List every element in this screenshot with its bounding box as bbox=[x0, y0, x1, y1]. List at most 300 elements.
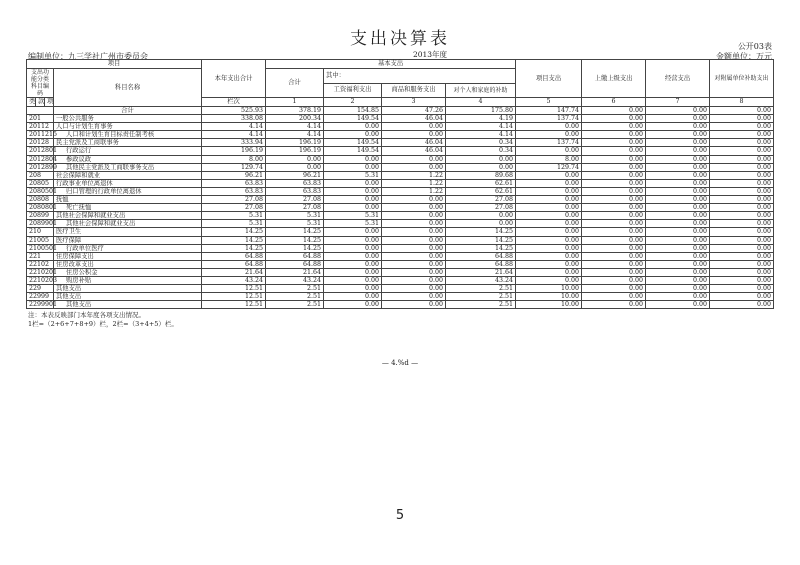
row-value: 0.00 bbox=[446, 155, 516, 163]
row-value: 0.00 bbox=[710, 252, 774, 260]
row-value: 43.24 bbox=[446, 276, 516, 284]
row-value: 0.00 bbox=[582, 204, 646, 212]
row-value: 0.00 bbox=[582, 187, 646, 195]
row-value: 0.00 bbox=[646, 293, 710, 301]
row-value: 0.00 bbox=[646, 236, 710, 244]
table-row bbox=[27, 276, 774, 284]
row-value: 0.00 bbox=[710, 123, 774, 131]
row-value: 0.00 bbox=[646, 252, 710, 260]
row-code: 20112 bbox=[27, 123, 54, 131]
row-value: 0.00 bbox=[646, 212, 710, 220]
row-value: 0.00 bbox=[710, 196, 774, 204]
col-num: 8 bbox=[710, 98, 774, 107]
row-value: 0.00 bbox=[382, 220, 446, 228]
row-value: 0.00 bbox=[646, 196, 710, 204]
row-value: 0.00 bbox=[710, 139, 774, 147]
row-value: 0.00 bbox=[516, 179, 582, 187]
row-value: 0.00 bbox=[582, 171, 646, 179]
col-num: 6 bbox=[582, 98, 646, 107]
row-subject-name: 其他支出 bbox=[54, 293, 202, 301]
row-value: 0.00 bbox=[582, 179, 646, 187]
row-value: 0.00 bbox=[382, 301, 446, 309]
row-value: 27.08 bbox=[202, 196, 266, 204]
row-value: 4.14 bbox=[266, 131, 324, 139]
row-value: 200.34 bbox=[266, 115, 324, 123]
header-upper: 上缴上级支出 bbox=[582, 60, 646, 98]
row-value: 0.00 bbox=[710, 276, 774, 284]
row-value: 0.00 bbox=[710, 187, 774, 195]
total-value: 47.26 bbox=[382, 107, 446, 115]
row-value: 0.00 bbox=[582, 123, 646, 131]
row-code: 22999 bbox=[27, 293, 54, 301]
row-subject-name: 其他支出 bbox=[54, 301, 202, 309]
row-value: 5.31 bbox=[266, 220, 324, 228]
header-among: 其中： bbox=[324, 69, 516, 84]
row-value: 2.51 bbox=[446, 293, 516, 301]
row-value: 0.00 bbox=[382, 260, 446, 268]
total-value: 147.74 bbox=[516, 107, 582, 115]
col-num: 4 bbox=[446, 98, 516, 107]
row-value: 0.00 bbox=[646, 187, 710, 195]
fiscal-year: 2013年度 bbox=[412, 50, 448, 59]
row-value: 0.00 bbox=[710, 285, 774, 293]
row-value: 43.24 bbox=[202, 276, 266, 284]
row-value: 0.00 bbox=[382, 268, 446, 276]
row-value: 2.51 bbox=[446, 285, 516, 293]
row-value: 2.51 bbox=[266, 293, 324, 301]
page-number: 5 bbox=[395, 508, 405, 523]
row-subject-name: 医疗卫生 bbox=[54, 228, 202, 236]
header-subtotal: 合计 bbox=[266, 69, 324, 98]
header-subsidy: 对个人和家庭的补助 bbox=[446, 83, 516, 98]
row-value: 0.00 bbox=[710, 163, 774, 171]
row-value: 338.08 bbox=[202, 115, 266, 123]
row-value: 0.00 bbox=[582, 260, 646, 268]
row-value: 0.00 bbox=[710, 260, 774, 268]
table-row bbox=[27, 139, 774, 147]
row-value: 0.00 bbox=[710, 131, 774, 139]
row-value: 0.00 bbox=[324, 260, 382, 268]
row-value: 12.51 bbox=[202, 293, 266, 301]
row-value: 63.83 bbox=[266, 179, 324, 187]
row-value: 0.00 bbox=[446, 212, 516, 220]
row-value: 0.00 bbox=[646, 228, 710, 236]
row-value: 4.14 bbox=[266, 123, 324, 131]
row-value: 0.00 bbox=[710, 147, 774, 155]
row-value: 63.83 bbox=[266, 187, 324, 195]
row-value: 0.00 bbox=[582, 115, 646, 123]
table-row bbox=[27, 244, 774, 252]
total-value: 154.85 bbox=[324, 107, 382, 115]
row-value: 0.00 bbox=[582, 155, 646, 163]
row-code: 2100501 bbox=[27, 244, 54, 252]
row-value: 0.00 bbox=[710, 244, 774, 252]
row-value: 5.31 bbox=[324, 212, 382, 220]
table-row bbox=[27, 293, 774, 301]
header-basic: 基本支出 bbox=[266, 60, 516, 69]
row-value: 0.00 bbox=[324, 196, 382, 204]
row-value: 0.00 bbox=[646, 123, 710, 131]
row-value: 46.04 bbox=[382, 147, 446, 155]
table-title: 支出决算表 bbox=[350, 29, 450, 49]
row-value: 10.00 bbox=[516, 293, 582, 301]
row-value: 0.00 bbox=[710, 212, 774, 220]
table-row bbox=[27, 260, 774, 268]
row-value: 0.00 bbox=[382, 293, 446, 301]
row-subject-name: 人口和计划生育目标责任制考核 bbox=[54, 131, 202, 139]
row-value: 1.22 bbox=[382, 187, 446, 195]
header-total-this-year: 本年支出合计 bbox=[202, 60, 266, 98]
header-col-label: 栏次 bbox=[202, 98, 266, 107]
row-value: 0.00 bbox=[516, 228, 582, 236]
row-value: 0.00 bbox=[324, 276, 382, 284]
table-formula-note: 1栏=（2+6+7+8+9）栏，2栏=（3+4+5）栏。 bbox=[28, 320, 178, 328]
row-subject-name: 社会保障和就业 bbox=[54, 171, 202, 179]
row-value: 0.00 bbox=[266, 163, 324, 171]
row-value: 4.14 bbox=[202, 123, 266, 131]
table-row bbox=[27, 187, 774, 195]
row-value: 0.00 bbox=[646, 139, 710, 147]
row-value: 62.61 bbox=[446, 187, 516, 195]
row-code: 2210201 bbox=[27, 268, 54, 276]
table-row bbox=[27, 131, 774, 139]
row-value: 0.00 bbox=[324, 244, 382, 252]
row-value: 96.21 bbox=[202, 171, 266, 179]
row-value: 137.74 bbox=[516, 139, 582, 147]
row-value: 14.25 bbox=[266, 244, 324, 252]
row-value: 8.00 bbox=[202, 155, 266, 163]
row-value: 0.00 bbox=[324, 236, 382, 244]
row-value: 43.24 bbox=[266, 276, 324, 284]
row-value: 0.00 bbox=[710, 171, 774, 179]
header-affiliate: 对附属单位补助支出 bbox=[710, 60, 774, 98]
row-value: 12.51 bbox=[202, 285, 266, 293]
row-value: 0.00 bbox=[646, 115, 710, 123]
row-value: 0.00 bbox=[582, 131, 646, 139]
total-value: 0.00 bbox=[710, 107, 774, 115]
table-row bbox=[27, 123, 774, 131]
row-value: 62.61 bbox=[446, 179, 516, 187]
row-value: 0.00 bbox=[382, 244, 446, 252]
row-value: 0.00 bbox=[382, 276, 446, 284]
row-value: 0.00 bbox=[582, 285, 646, 293]
row-subject-name: 其他民主党派及工商联事务支出 bbox=[54, 163, 202, 171]
row-value: 21.64 bbox=[266, 268, 324, 276]
row-value: 0.00 bbox=[516, 171, 582, 179]
row-value: 1.22 bbox=[382, 179, 446, 187]
row-value: 0.00 bbox=[382, 131, 446, 139]
row-subject-name: 住房保障支出 bbox=[54, 252, 202, 260]
header-lei: 类 bbox=[27, 98, 36, 107]
row-code: 20128 bbox=[27, 139, 54, 147]
table-row bbox=[27, 268, 774, 276]
row-value: 0.00 bbox=[582, 268, 646, 276]
row-value: 21.64 bbox=[446, 268, 516, 276]
row-value: 0.00 bbox=[710, 293, 774, 301]
row-value: 0.00 bbox=[382, 123, 446, 131]
header-business: 经营支出 bbox=[646, 60, 710, 98]
row-value: 0.34 bbox=[446, 147, 516, 155]
row-value: 27.08 bbox=[266, 204, 324, 212]
total-value: 378.19 bbox=[266, 107, 324, 115]
row-code: 2012804 bbox=[27, 155, 54, 163]
row-value: 0.00 bbox=[324, 293, 382, 301]
row-value: 0.00 bbox=[516, 260, 582, 268]
row-value: 0.00 bbox=[582, 228, 646, 236]
table-row bbox=[27, 171, 774, 179]
compiling-unit: 编制单位：九三学社广州市委员会 bbox=[28, 52, 148, 61]
row-value: 14.25 bbox=[266, 228, 324, 236]
row-value: 0.00 bbox=[324, 131, 382, 139]
row-value: 0.00 bbox=[516, 123, 582, 131]
row-value: 0.00 bbox=[516, 196, 582, 204]
row-value: 0.00 bbox=[382, 163, 446, 171]
form-number: 公开03表 bbox=[737, 42, 772, 51]
row-code: 221 bbox=[27, 252, 54, 260]
row-value: 27.08 bbox=[266, 196, 324, 204]
row-code: 2080801 bbox=[27, 204, 54, 212]
col-num: 2 bbox=[324, 98, 382, 107]
row-value: 89.68 bbox=[446, 171, 516, 179]
row-value: 8.00 bbox=[516, 155, 582, 163]
row-value: 0.00 bbox=[646, 244, 710, 252]
row-code: 2012801 bbox=[27, 147, 54, 155]
row-value: 0.00 bbox=[646, 179, 710, 187]
row-value: 0.00 bbox=[324, 228, 382, 236]
row-value: 0.00 bbox=[266, 155, 324, 163]
row-value: 0.00 bbox=[646, 301, 710, 309]
row-value: 129.74 bbox=[202, 163, 266, 171]
row-value: 0.00 bbox=[646, 204, 710, 212]
row-value: 0.00 bbox=[710, 268, 774, 276]
row-value: 0.00 bbox=[646, 147, 710, 155]
row-value: 64.88 bbox=[202, 252, 266, 260]
row-subject-name: 归口管理的行政单位离退休 bbox=[54, 187, 202, 195]
row-value: 0.00 bbox=[582, 236, 646, 244]
row-value: 10.00 bbox=[516, 285, 582, 293]
row-value: 0.00 bbox=[646, 260, 710, 268]
row-value: 1.22 bbox=[382, 171, 446, 179]
row-value: 0.00 bbox=[582, 163, 646, 171]
row-value: 0.00 bbox=[516, 252, 582, 260]
row-value: 0.00 bbox=[646, 155, 710, 163]
row-value: 0.00 bbox=[582, 147, 646, 155]
row-subject-name: 购房补贴 bbox=[54, 276, 202, 284]
row-value: 0.00 bbox=[516, 236, 582, 244]
row-value: 63.83 bbox=[202, 179, 266, 187]
row-value: 0.00 bbox=[516, 187, 582, 195]
table-row bbox=[27, 220, 774, 228]
row-value: 0.00 bbox=[516, 268, 582, 276]
header-project-exp: 项目支出 bbox=[516, 60, 582, 98]
row-value: 5.31 bbox=[202, 220, 266, 228]
row-subject-name: 住房改革支出 bbox=[54, 260, 202, 268]
row-code: 201 bbox=[27, 115, 54, 123]
row-value: 0.00 bbox=[710, 115, 774, 123]
row-code: 208 bbox=[27, 171, 54, 179]
table-row bbox=[27, 236, 774, 244]
row-value: 0.00 bbox=[710, 220, 774, 228]
row-value: 0.00 bbox=[324, 252, 382, 260]
row-value: 5.31 bbox=[202, 212, 266, 220]
row-value: 0.00 bbox=[324, 155, 382, 163]
row-value: 10.00 bbox=[516, 301, 582, 309]
row-value: 196.19 bbox=[266, 147, 324, 155]
row-value: 2.51 bbox=[266, 301, 324, 309]
row-value: 12.51 bbox=[202, 301, 266, 309]
header-goods: 商品和服务支出 bbox=[382, 83, 446, 98]
row-value: 0.00 bbox=[582, 252, 646, 260]
row-subject-name: 行政运行 bbox=[54, 147, 202, 155]
row-value: 0.00 bbox=[382, 228, 446, 236]
row-value: 0.00 bbox=[710, 236, 774, 244]
table-row bbox=[27, 204, 774, 212]
amount-unit: 金额单位：万元 bbox=[716, 52, 772, 61]
row-value: 64.88 bbox=[446, 252, 516, 260]
row-value: 14.25 bbox=[202, 244, 266, 252]
row-value: 2.51 bbox=[266, 285, 324, 293]
row-value: 27.08 bbox=[446, 196, 516, 204]
row-value: 0.00 bbox=[324, 123, 382, 131]
row-value: 149.54 bbox=[324, 139, 382, 147]
row-value: 0.00 bbox=[646, 163, 710, 171]
row-value: 0.00 bbox=[646, 285, 710, 293]
row-value: 64.88 bbox=[266, 260, 324, 268]
table-row bbox=[27, 252, 774, 260]
row-value: 21.64 bbox=[202, 268, 266, 276]
header-kuan: 款 bbox=[36, 98, 45, 107]
row-value: 0.00 bbox=[324, 285, 382, 293]
table-row bbox=[27, 301, 774, 309]
row-value: 0.34 bbox=[446, 139, 516, 147]
row-value: 0.00 bbox=[382, 236, 446, 244]
row-value: 0.00 bbox=[324, 268, 382, 276]
total-value: 0.00 bbox=[646, 107, 710, 115]
col-num: 3 bbox=[382, 98, 446, 107]
row-value: 149.54 bbox=[324, 147, 382, 155]
row-subject-name: 其他社会保障和就业支出 bbox=[54, 212, 202, 220]
table-row bbox=[27, 179, 774, 187]
header-xiang: 项 bbox=[45, 98, 54, 107]
row-value: 0.00 bbox=[646, 131, 710, 139]
col-num: 1 bbox=[266, 98, 324, 107]
row-value: 14.25 bbox=[202, 228, 266, 236]
row-value: 129.74 bbox=[516, 163, 582, 171]
row-value: 0.00 bbox=[582, 212, 646, 220]
row-value: 0.00 bbox=[382, 252, 446, 260]
row-code: 22102 bbox=[27, 260, 54, 268]
row-code: 2012899 bbox=[27, 163, 54, 171]
row-value: 0.00 bbox=[710, 301, 774, 309]
row-subject-name: 医疗保障 bbox=[54, 236, 202, 244]
row-subject-name: 人口与计划生育事务 bbox=[54, 123, 202, 131]
row-code: 229 bbox=[27, 285, 54, 293]
row-subject-name: 一般公共服务 bbox=[54, 115, 202, 123]
row-value: 137.74 bbox=[516, 115, 582, 123]
page-footer: — 4.%d — bbox=[381, 359, 419, 367]
row-value: 27.08 bbox=[202, 204, 266, 212]
row-value: 4.14 bbox=[446, 131, 516, 139]
row-value: 0.00 bbox=[324, 179, 382, 187]
row-value: 0.00 bbox=[382, 285, 446, 293]
row-value: 4.14 bbox=[202, 131, 266, 139]
row-value: 0.00 bbox=[516, 131, 582, 139]
row-value: 0.00 bbox=[382, 212, 446, 220]
row-value: 0.00 bbox=[324, 204, 382, 212]
header-project: 项目 bbox=[27, 60, 202, 69]
row-value: 0.00 bbox=[582, 301, 646, 309]
row-value: 46.04 bbox=[382, 139, 446, 147]
table-row bbox=[27, 196, 774, 204]
row-value: 0.00 bbox=[582, 244, 646, 252]
table-row bbox=[27, 285, 774, 293]
row-value: 0.00 bbox=[646, 268, 710, 276]
row-value: 46.04 bbox=[382, 115, 446, 123]
row-value: 5.31 bbox=[324, 171, 382, 179]
table-row bbox=[27, 155, 774, 163]
col-num: 7 bbox=[646, 98, 710, 107]
row-value: 0.00 bbox=[516, 212, 582, 220]
row-value: 0.00 bbox=[324, 163, 382, 171]
row-value: 14.25 bbox=[446, 236, 516, 244]
header-subject-name: 科目名称 bbox=[54, 69, 202, 107]
row-subject-name: 民主党派及工商联事务 bbox=[54, 139, 202, 147]
row-value: 0.00 bbox=[582, 293, 646, 301]
row-value: 0.00 bbox=[710, 204, 774, 212]
row-value: 0.00 bbox=[646, 220, 710, 228]
row-value: 0.00 bbox=[516, 204, 582, 212]
row-code: 20899 bbox=[27, 212, 54, 220]
row-code: 210 bbox=[27, 228, 54, 236]
row-code: 2299901 bbox=[27, 301, 54, 309]
row-value: 0.00 bbox=[646, 276, 710, 284]
row-value: 0.00 bbox=[516, 244, 582, 252]
row-value: 0.00 bbox=[516, 276, 582, 284]
row-code: 21005 bbox=[27, 236, 54, 244]
row-value: 14.25 bbox=[266, 236, 324, 244]
row-value: 0.00 bbox=[582, 139, 646, 147]
total-row bbox=[27, 107, 774, 115]
col-num: 5 bbox=[516, 98, 582, 107]
row-value: 0.00 bbox=[646, 171, 710, 179]
table-row bbox=[27, 228, 774, 236]
row-value: 2.51 bbox=[446, 301, 516, 309]
table-row bbox=[27, 163, 774, 171]
row-value: 0.00 bbox=[582, 196, 646, 204]
row-value: 4.14 bbox=[446, 123, 516, 131]
row-value: 64.88 bbox=[446, 260, 516, 268]
row-subject-name: 死亡抚恤 bbox=[54, 204, 202, 212]
row-value: 196.19 bbox=[202, 147, 266, 155]
row-value: 14.25 bbox=[202, 236, 266, 244]
row-value: 0.00 bbox=[516, 147, 582, 155]
row-value: 64.88 bbox=[266, 252, 324, 260]
row-code: 2011215 bbox=[27, 131, 54, 139]
row-code: 20805 bbox=[27, 179, 54, 187]
table-row bbox=[27, 147, 774, 155]
total-value: 0.00 bbox=[582, 107, 646, 115]
row-value: 0.00 bbox=[710, 179, 774, 187]
row-value: 14.25 bbox=[446, 244, 516, 252]
row-code: 2080501 bbox=[27, 187, 54, 195]
row-value: 0.00 bbox=[710, 155, 774, 163]
row-value: 5.31 bbox=[266, 212, 324, 220]
row-value: 0.00 bbox=[382, 204, 446, 212]
row-value: 0.00 bbox=[324, 301, 382, 309]
row-value: 5.31 bbox=[324, 220, 382, 228]
total-value: 175.80 bbox=[446, 107, 516, 115]
total-label: 合计 bbox=[54, 107, 202, 115]
